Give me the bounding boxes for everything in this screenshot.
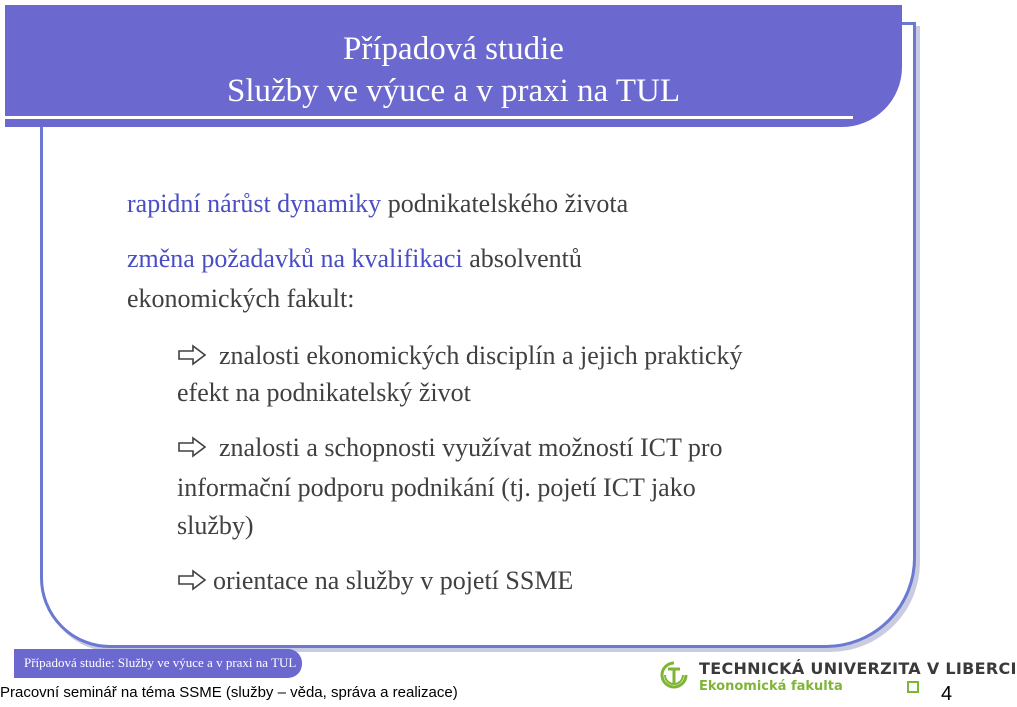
paragraph-2 bbox=[127, 243, 582, 275]
page-number: 4 bbox=[941, 683, 953, 705]
slide-title-line1: Případová studie bbox=[343, 31, 564, 67]
paragraph-1 bbox=[127, 188, 628, 220]
logo-square-mark bbox=[907, 681, 919, 693]
bullet-3-line1: orientace na služby v pojetí SSME bbox=[213, 566, 574, 595]
bullet-2 bbox=[177, 432, 723, 464]
paragraph-2-line2: ekonomických fakult: bbox=[127, 284, 355, 313]
logo-university-name: TECHNICKÁ UNIVERZITA V LIBERCI bbox=[699, 659, 1017, 678]
title-underline bbox=[5, 116, 853, 119]
paragraph-1-highlight: rapidní nárůst dynamiky bbox=[127, 189, 382, 218]
footer-label: Případová studie: Služby ve výuce a v praxi na TUL bbox=[24, 655, 297, 670]
footer-seminar-text: Pracovní seminář na téma SSME (služby – věda, správa a realizace) bbox=[0, 684, 458, 701]
bullet-2-line2: informační podporu podnikání (tj. pojetí ICT jako bbox=[177, 473, 696, 502]
bullet-1-line1: znalosti ekonomických disciplín a jejich praktický bbox=[219, 341, 743, 370]
logo-faculty-name: Ekonomická fakulta bbox=[699, 679, 843, 694]
bullet-1 bbox=[177, 340, 742, 372]
slide-title-line2: Služby ve výuce a v praxi na TUL bbox=[226, 73, 680, 109]
outline-right-arrow-icon bbox=[177, 436, 207, 458]
paragraph-2-highlight: změna požadavků na kvalifikaci bbox=[127, 244, 463, 273]
bullet-2-line3: služby) bbox=[177, 511, 254, 540]
outline-right-arrow-icon bbox=[177, 344, 207, 366]
paragraph-2-rest: absolventů bbox=[469, 244, 582, 273]
bullet-2-line1: znalosti a schopnosti využívat možností ICT pro bbox=[219, 433, 723, 462]
outline-right-arrow-icon bbox=[177, 569, 207, 591]
university-logo-icon bbox=[659, 660, 689, 690]
bullet-1-line2: efekt na podnikatelský život bbox=[177, 378, 471, 407]
bullet-3 bbox=[177, 565, 573, 597]
paragraph-1-rest: podnikatelského života bbox=[387, 189, 629, 218]
